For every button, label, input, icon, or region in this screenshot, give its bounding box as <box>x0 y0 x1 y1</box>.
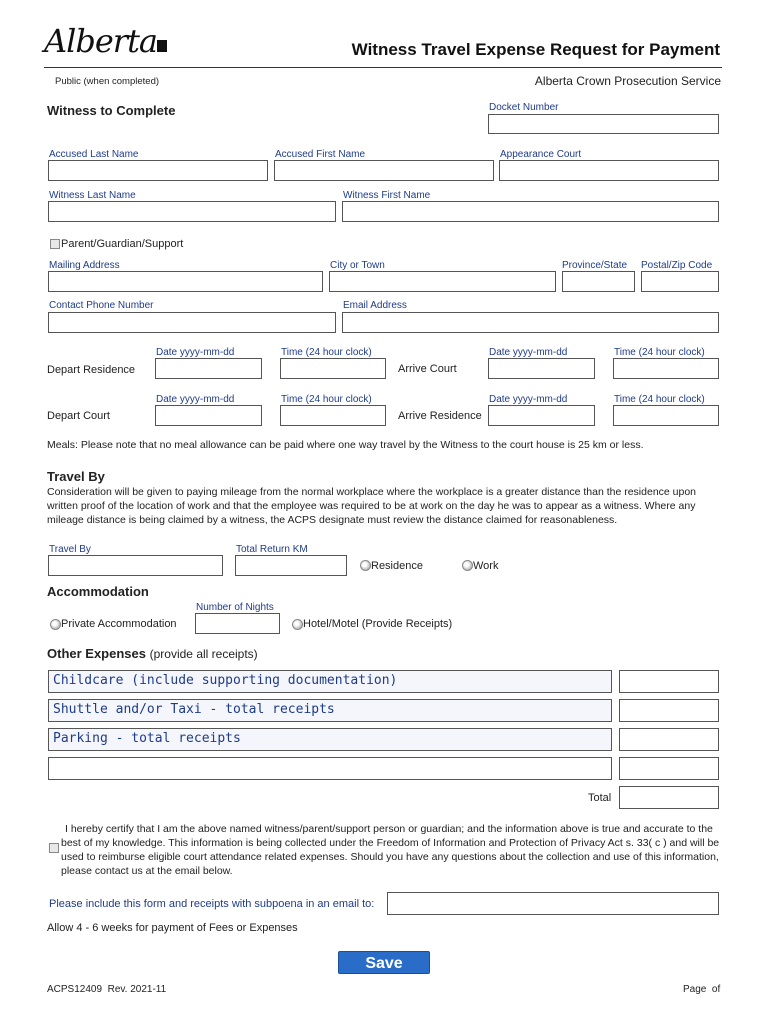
email-input[interactable] <box>342 312 719 333</box>
arrive-court-date-label: Date yyyy-mm-dd <box>489 347 568 358</box>
guardian-checkbox[interactable] <box>50 239 60 249</box>
depart-res-date-input[interactable] <box>155 358 262 379</box>
hotel-radio[interactable] <box>292 619 303 630</box>
arrive-court-time-label: Time (24 hour clock) <box>614 347 705 358</box>
expense-description-2-value: Shuttle and/or Taxi - total receipts <box>53 702 335 717</box>
mailing-label: Mailing Address <box>49 260 120 271</box>
form-number: ACPS12409 Rev. 2021-11 <box>47 984 167 995</box>
depart-court-time-input[interactable] <box>280 405 386 426</box>
travel-by-input[interactable] <box>48 555 223 576</box>
travel-by-paragraph: Consideration will be given to paying mileage from the normal workplace where the workplace is a greater distance than the residence upon written proof of the location of work and that the employee was required to be at work on the day he was to appear as a witness. Where any mileage distance is being claimed by a witness, the ACPS designate must review the distance claimed for reasonableness. <box>47 486 697 526</box>
depart-residence-label: Depart Residence <box>47 364 136 376</box>
province-input[interactable] <box>562 271 635 292</box>
private-radio[interactable] <box>50 619 61 630</box>
postal-input[interactable] <box>641 271 719 292</box>
depart-res-date-label: Date yyyy-mm-dd <box>156 347 235 358</box>
total-input[interactable] <box>619 786 719 809</box>
city-label: City or Town <box>330 260 385 271</box>
depart-court-time-label: Time (24 hour clock) <box>281 394 372 405</box>
certification-text: I hereby certify that I am the above named witness/parent/support person or guardian; and the information above is true and accurate to the best of my knowledge. This information is being collected under the Freedom of Information and Protection of Privacy Act s. 33( c ) and will be used to reimburse eligible court attendance related expenses. Should you have any questions about the collection and use of this information, please contact us at the email below. <box>61 823 720 877</box>
arrive-residence-label: Arrive Residence <box>398 410 482 422</box>
accused-last-input[interactable] <box>48 160 268 181</box>
expense-amount-4[interactable] <box>619 757 719 780</box>
expense-description-1-value: Childcare (include supporting documentation) <box>53 673 398 688</box>
accommodation-heading: Accommodation <box>47 584 149 599</box>
alberta-logo-mark <box>157 40 167 52</box>
residence-label: Residence <box>371 560 423 572</box>
private-label: Private Accommodation <box>61 618 177 630</box>
depart-court-label: Depart Court <box>47 410 110 422</box>
witness-heading: Witness to Complete <box>47 103 176 118</box>
accused-first-label: Accused First Name <box>275 149 366 160</box>
province-label: Province/State <box>562 260 628 271</box>
witness-last-label: Witness Last Name <box>49 190 136 201</box>
expense-description-1[interactable] <box>48 670 612 693</box>
total-km-input[interactable] <box>235 555 347 576</box>
mailing-input[interactable] <box>48 271 323 292</box>
work-label: Work <box>473 560 499 572</box>
travel-by-label: Travel By <box>49 544 91 555</box>
form-title: Witness Travel Expense Request for Payment <box>351 40 720 59</box>
expense-description-4[interactable] <box>48 757 612 780</box>
alberta-logo <box>44 22 174 62</box>
arrive-court-date-input[interactable] <box>488 358 595 379</box>
other-expenses-heading <box>47 646 258 661</box>
save-button[interactable]: Save <box>338 951 430 974</box>
certify-checkbox[interactable] <box>49 843 59 853</box>
arrive-res-time-label: Time (24 hour clock) <box>614 394 705 405</box>
residence-radio[interactable] <box>360 560 371 571</box>
hotel-label: Hotel/Motel (Provide Receipts) <box>303 618 453 630</box>
expense-description-3[interactable] <box>48 728 612 751</box>
expense-description-2[interactable] <box>48 699 612 722</box>
nights-label: Number of Nights <box>196 602 274 613</box>
header-rule <box>44 67 722 68</box>
appearance-court-input[interactable] <box>499 160 719 181</box>
page-number: Page of <box>683 984 721 995</box>
depart-court-date-label: Date yyyy-mm-dd <box>156 394 235 405</box>
guardian-label: Parent/Guardian/Support <box>61 238 184 250</box>
email-label: Email Address <box>343 300 407 311</box>
expense-amount-1[interactable] <box>619 670 719 693</box>
depart-res-time-input[interactable] <box>280 358 386 379</box>
appearance-court-label: Appearance Court <box>500 149 582 160</box>
expense-amount-2[interactable] <box>619 699 719 722</box>
phone-label: Contact Phone Number <box>49 300 154 311</box>
witness-first-label: Witness First Name <box>343 190 431 201</box>
expense-description-3-value: Parking - total receipts <box>53 731 241 746</box>
arrive-res-time-input[interactable] <box>613 405 719 426</box>
docket-label: Docket Number <box>489 102 559 113</box>
arrive-res-date-label: Date yyyy-mm-dd <box>489 394 568 405</box>
classification-label: Public (when completed) <box>55 76 160 87</box>
alberta-logo-text: Alberta <box>44 22 157 60</box>
department-name: Alberta Crown Prosecution Service <box>534 74 721 88</box>
arrive-res-date-input[interactable] <box>488 405 595 426</box>
allow-note: Allow 4 - 6 weeks for payment of Fees or Expenses <box>47 922 298 934</box>
expense-amount-3[interactable] <box>619 728 719 751</box>
depart-res-time-label: Time (24 hour clock) <box>281 347 372 358</box>
email-instruction: Please include this form and receipts with subpoena in an email to: <box>49 898 375 910</box>
travel-by-heading: Travel By <box>47 469 105 484</box>
total-km-label: Total Return KM <box>236 544 308 555</box>
postal-label: Postal/Zip Code <box>641 260 713 271</box>
work-radio[interactable] <box>462 560 473 571</box>
meals-note: Meals: Please note that no meal allowance can be paid where one way travel by the Witness to the court house is 25 km or less. <box>47 439 644 451</box>
depart-court-date-input[interactable] <box>155 405 262 426</box>
witness-first-input[interactable] <box>342 201 719 222</box>
arrive-court-label: Arrive Court <box>398 363 457 375</box>
accused-first-input[interactable] <box>274 160 494 181</box>
other-expenses-title: Other Expenses <box>47 646 146 661</box>
phone-input[interactable] <box>48 312 336 333</box>
total-label: Total <box>588 792 612 804</box>
other-expenses-note: (provide all receipts) <box>149 647 258 661</box>
accused-last-label: Accused Last Name <box>49 149 139 160</box>
docket-input[interactable] <box>488 114 719 134</box>
witness-last-input[interactable] <box>48 201 336 222</box>
submission-email-input[interactable] <box>387 892 719 915</box>
arrive-court-time-input[interactable] <box>613 358 719 379</box>
city-input[interactable] <box>329 271 556 292</box>
nights-input[interactable] <box>195 613 280 634</box>
